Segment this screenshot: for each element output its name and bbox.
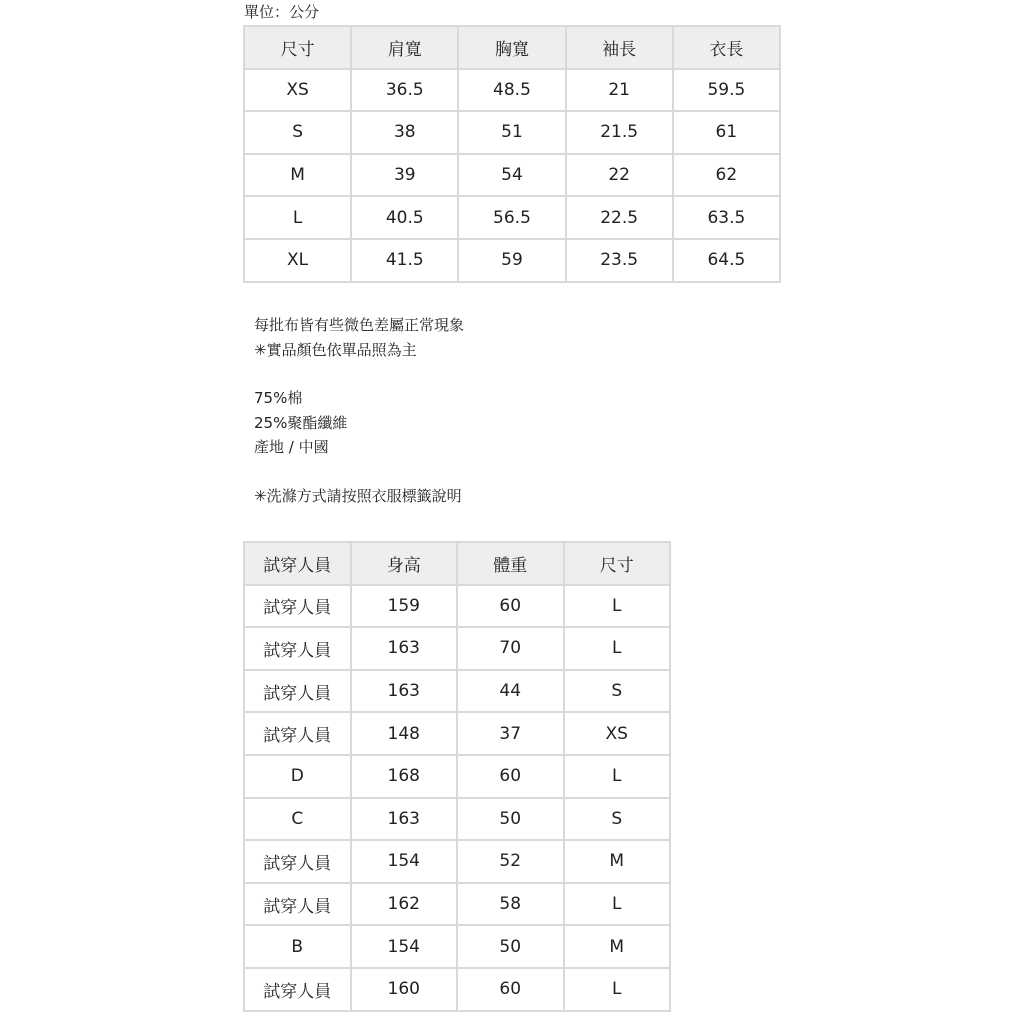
weight-cell: 60 — [457, 968, 564, 1011]
height-cell: 148 — [351, 712, 458, 755]
length-cell: 64.5 — [673, 239, 780, 282]
model-cell: 試穿人員 — [244, 670, 351, 713]
size-chart-header-row — [244, 26, 780, 69]
weight-cell: 70 — [457, 627, 564, 670]
height-cell: 163 — [351, 798, 458, 841]
model-cell: 試穿人員 — [244, 712, 351, 755]
color-notes — [254, 313, 464, 362]
header-height: 身高 — [351, 542, 458, 585]
chest-cell: 54 — [458, 154, 565, 197]
model-cell: 試穿人員 — [244, 627, 351, 670]
size-cell: XS — [244, 69, 351, 112]
header-chest-width: 胸寬 — [458, 26, 565, 69]
fit-size-cell: L — [564, 627, 671, 670]
model-cell: B — [244, 925, 351, 968]
length-cell: 59.5 — [673, 69, 780, 112]
height-cell: 163 — [351, 627, 458, 670]
height-cell: 154 — [351, 925, 458, 968]
chest-cell: 56.5 — [458, 196, 565, 239]
model-cell: 試穿人員 — [244, 883, 351, 926]
weight-cell: 50 — [457, 925, 564, 968]
fit-size-cell: L — [564, 585, 671, 628]
fit-size-cell: L — [564, 968, 671, 1011]
product-photo-note: ✳實品顏色依單品照為主 — [254, 340, 417, 359]
material-cotton: 75%棉 — [254, 389, 303, 407]
model-cell: 試穿人員 — [244, 968, 351, 1011]
material-polyester: 25%聚酯纖維 — [254, 413, 348, 432]
table-row — [244, 840, 670, 883]
weight-cell: 58 — [457, 883, 564, 926]
unit-label: 單位：公分 — [244, 3, 320, 21]
table-row — [244, 69, 780, 112]
table-row — [244, 670, 670, 713]
weight-cell: 44 — [457, 670, 564, 713]
color-variance-note: 每批布皆有些微色差屬正常現象 — [254, 316, 465, 334]
wash-notes — [254, 484, 462, 509]
fit-size-cell: XS — [564, 712, 671, 755]
table-row — [244, 883, 670, 926]
height-cell: 160 — [351, 968, 458, 1011]
height-cell: 168 — [351, 755, 458, 798]
model-cell: 試穿人員 — [244, 840, 351, 883]
table-row — [244, 627, 670, 670]
size-chart-table — [243, 25, 781, 283]
table-row — [244, 585, 670, 628]
fit-size-cell: L — [564, 755, 671, 798]
size-cell: S — [244, 111, 351, 154]
height-cell: 159 — [351, 585, 458, 628]
header-fit-size: 尺寸 — [564, 542, 671, 585]
height-cell: 154 — [351, 840, 458, 883]
table-row — [244, 239, 780, 282]
weight-cell: 60 — [457, 585, 564, 628]
fit-size-cell: S — [564, 670, 671, 713]
table-row — [244, 154, 780, 197]
weight-cell: 52 — [457, 840, 564, 883]
shoulder-cell: 39 — [351, 154, 458, 197]
table-row — [244, 111, 780, 154]
model-cell: 試穿人員 — [244, 585, 351, 628]
sleeve-cell: 22.5 — [566, 196, 673, 239]
material-notes — [254, 386, 347, 460]
origin-note: 產地 / 中國 — [254, 438, 329, 456]
weight-cell: 60 — [457, 755, 564, 798]
height-cell: 162 — [351, 883, 458, 926]
table-row — [244, 798, 670, 841]
header-size: 尺寸 — [244, 26, 351, 69]
model-fit-table — [243, 541, 671, 1012]
height-cell: 163 — [351, 670, 458, 713]
header-body-length: 衣長 — [673, 26, 780, 69]
length-cell: 62 — [673, 154, 780, 197]
chest-cell: 51 — [458, 111, 565, 154]
length-cell: 63.5 — [673, 196, 780, 239]
model-table-header-row — [244, 542, 670, 585]
weight-cell: 37 — [457, 712, 564, 755]
header-weight: 體重 — [457, 542, 564, 585]
table-row — [244, 712, 670, 755]
fit-size-cell: M — [564, 840, 671, 883]
sleeve-cell: 21.5 — [566, 111, 673, 154]
shoulder-cell: 36.5 — [351, 69, 458, 112]
wash-instruction-note: ✳洗滌方式請按照衣服標籤說明 — [254, 487, 462, 505]
size-cell: XL — [244, 239, 351, 282]
weight-cell: 50 — [457, 798, 564, 841]
model-cell: D — [244, 755, 351, 798]
fit-size-cell: M — [564, 925, 671, 968]
chest-cell: 59 — [458, 239, 565, 282]
fit-size-cell: L — [564, 883, 671, 926]
length-cell: 61 — [673, 111, 780, 154]
sleeve-cell: 22 — [566, 154, 673, 197]
sleeve-cell: 23.5 — [566, 239, 673, 282]
model-cell: C — [244, 798, 351, 841]
size-cell: M — [244, 154, 351, 197]
shoulder-cell: 38 — [351, 111, 458, 154]
header-shoulder-width: 肩寬 — [351, 26, 458, 69]
chest-cell: 48.5 — [458, 69, 565, 112]
table-row — [244, 925, 670, 968]
sleeve-cell: 21 — [566, 69, 673, 112]
shoulder-cell: 40.5 — [351, 196, 458, 239]
size-cell: L — [244, 196, 351, 239]
table-row — [244, 755, 670, 798]
header-sleeve-length: 袖長 — [566, 26, 673, 69]
table-row — [244, 196, 780, 239]
table-row — [244, 968, 670, 1011]
shoulder-cell: 41.5 — [351, 239, 458, 282]
fit-size-cell: S — [564, 798, 671, 841]
header-model: 試穿人員 — [244, 542, 351, 585]
